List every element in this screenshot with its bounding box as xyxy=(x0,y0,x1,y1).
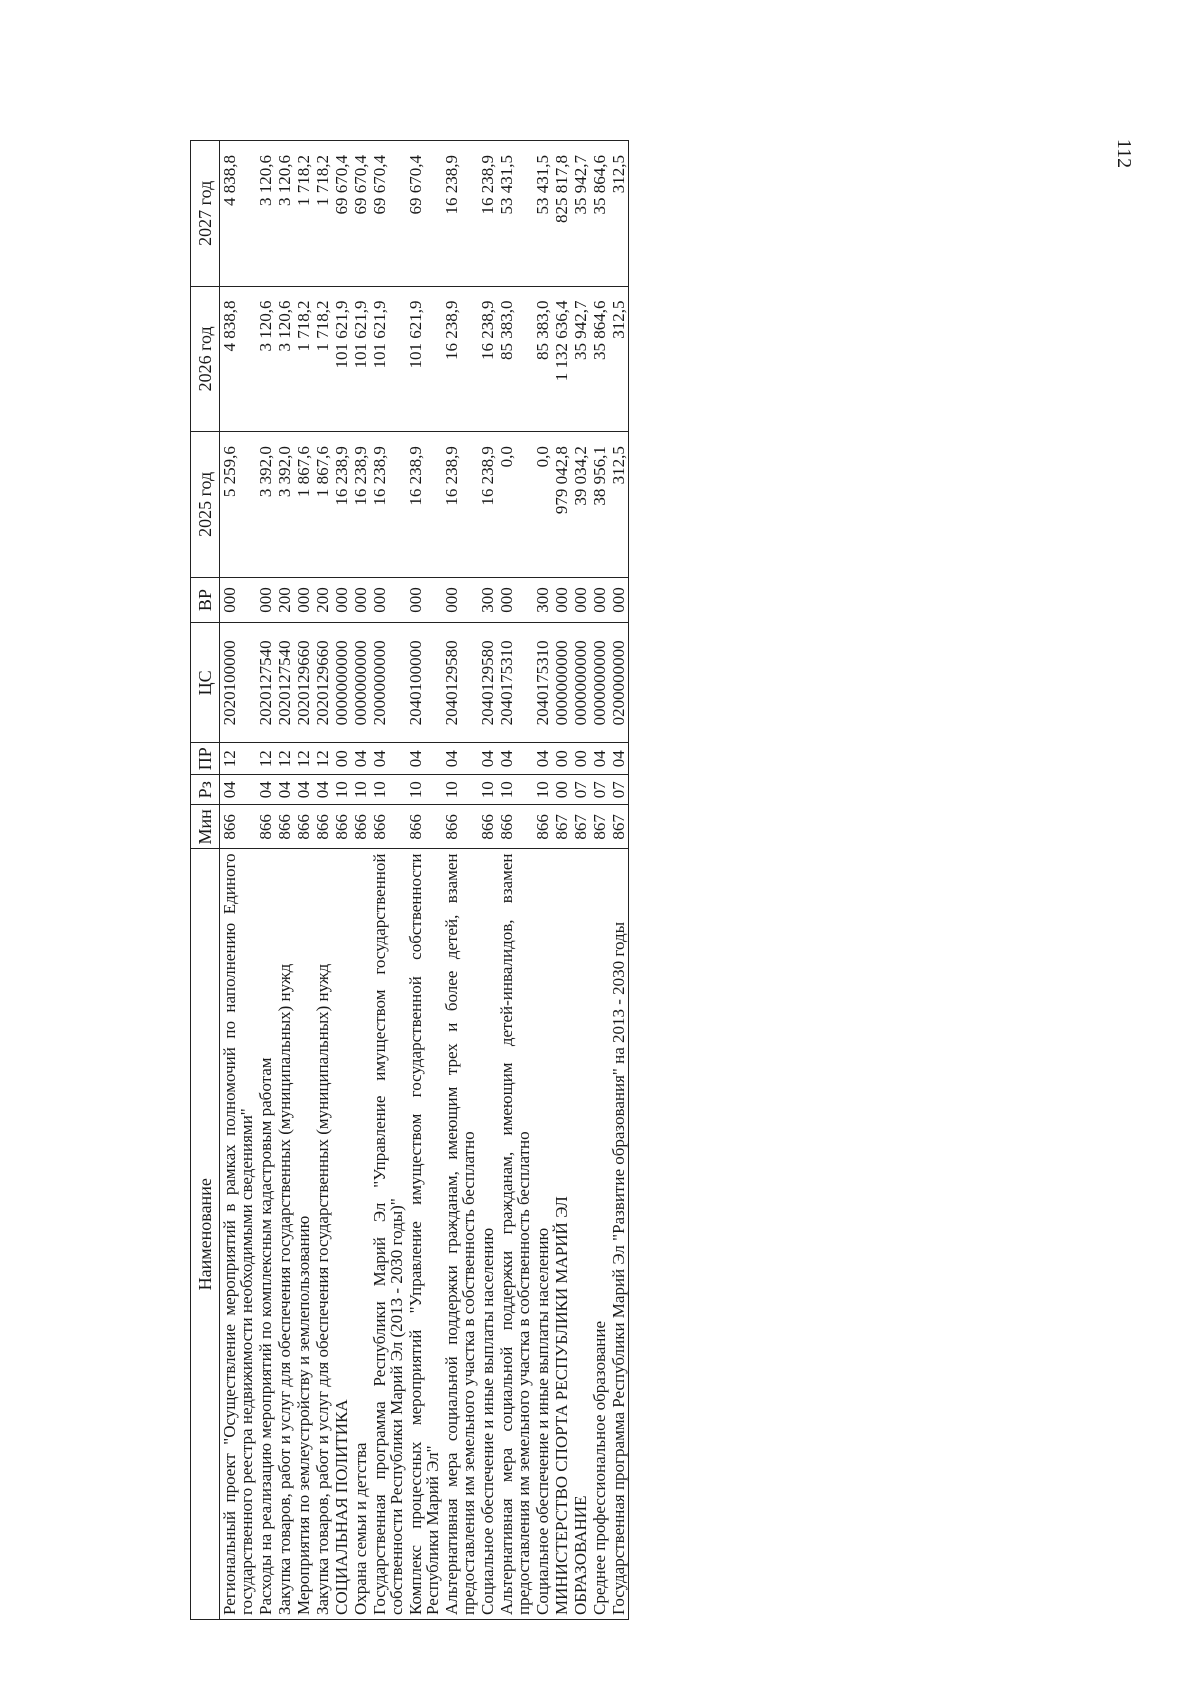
row-2027: 69 670,4 xyxy=(370,141,406,287)
row-2027: 69 670,4 xyxy=(332,141,351,287)
row-rz: 10 xyxy=(478,775,497,805)
row-min: 867 xyxy=(590,805,609,849)
row-cs: 0000000000 xyxy=(332,623,351,743)
row-min: 866 xyxy=(332,805,351,849)
row-pr: 04 xyxy=(370,743,406,775)
row-name: Расходы на реализацию мероприятий по комплексным кадастровым работам xyxy=(256,849,275,1620)
table-row xyxy=(313,141,332,1620)
row-2026: 101 621,9 xyxy=(332,286,351,432)
row-2027: 825 817,8 xyxy=(552,141,571,287)
table-row xyxy=(275,141,294,1620)
row-2026: 16 238,9 xyxy=(442,286,478,432)
row-2026: 35 864,6 xyxy=(590,286,609,432)
row-pr: 04 xyxy=(406,743,442,775)
row-2025: 16 238,9 xyxy=(478,432,497,577)
row-2026: 101 621,9 xyxy=(370,286,406,432)
row-rz: 04 xyxy=(220,775,257,805)
row-pr: 04 xyxy=(351,743,370,775)
row-cs: 2020129660 xyxy=(294,623,313,743)
row-2027: 4 838,8 xyxy=(220,141,257,287)
row-2027: 16 238,9 xyxy=(478,141,497,287)
row-rz: 10 xyxy=(332,775,351,805)
row-rz: 10 xyxy=(406,775,442,805)
row-2026: 101 621,9 xyxy=(406,286,442,432)
row-cs: 0000000000 xyxy=(571,623,590,743)
table-row xyxy=(332,141,351,1620)
row-cs: 2020127540 xyxy=(256,623,275,743)
header-min: Мин xyxy=(191,805,220,849)
row-2027: 3 120,6 xyxy=(256,141,275,287)
row-name: Альтернативная мера социальной поддержки гражданам, имеющим детей-инвалидов, взамен предоставления им земельного участка в собственность бесплатно xyxy=(497,849,533,1620)
row-vr: 000 xyxy=(332,577,351,623)
row-vr: 000 xyxy=(256,577,275,623)
row-vr: 000 xyxy=(351,577,370,623)
row-vr: 000 xyxy=(220,577,257,623)
row-pr: 00 xyxy=(571,743,590,775)
row-vr: 000 xyxy=(406,577,442,623)
table-row xyxy=(552,141,571,1620)
row-min: 866 xyxy=(497,805,533,849)
row-min: 866 xyxy=(220,805,257,849)
row-min: 866 xyxy=(313,805,332,849)
table-row xyxy=(590,141,609,1620)
row-name: Социальное обеспечение и иные выплаты населению xyxy=(533,849,552,1620)
row-min: 867 xyxy=(571,805,590,849)
row-2027: 35 942,7 xyxy=(571,141,590,287)
row-2026: 3 120,6 xyxy=(275,286,294,432)
table-row xyxy=(442,141,478,1620)
row-pr: 12 xyxy=(220,743,257,775)
row-2025: 0,0 xyxy=(533,432,552,577)
table-row xyxy=(220,141,257,1620)
row-rz: 07 xyxy=(571,775,590,805)
row-vr: 000 xyxy=(370,577,406,623)
header-pr: ПР xyxy=(191,743,220,775)
row-2025: 38 956,1 xyxy=(590,432,609,577)
budget-table xyxy=(190,140,629,1620)
row-pr: 04 xyxy=(590,743,609,775)
header-2025: 2025 год xyxy=(191,432,220,577)
row-2026: 3 120,6 xyxy=(256,286,275,432)
row-rz: 04 xyxy=(275,775,294,805)
row-name: Государственная программа Республики Марий Эл "Управление имуществом государственной собственности Республики Марий Эл (2013 - 2030 годы)" xyxy=(370,849,406,1620)
row-min: 866 xyxy=(256,805,275,849)
row-2026: 101 621,9 xyxy=(351,286,370,432)
row-cs: 2040175310 xyxy=(533,623,552,743)
row-rz: 10 xyxy=(533,775,552,805)
row-name: Государственная программа Республики Марий Эл "Развитие образования" на 2013 - 2030 годы xyxy=(609,849,629,1620)
row-min: 867 xyxy=(552,805,571,849)
row-rz: 10 xyxy=(497,775,533,805)
row-rz: 00 xyxy=(552,775,571,805)
row-name: Закупка товаров, работ и услуг для обеспечения государственных (муниципальных) нужд xyxy=(313,849,332,1620)
row-cs: 2000000000 xyxy=(370,623,406,743)
row-2025: 39 034,2 xyxy=(571,432,590,577)
table-row xyxy=(609,141,629,1620)
row-2027: 1 718,2 xyxy=(313,141,332,287)
table-header-row xyxy=(191,141,220,1620)
row-pr: 12 xyxy=(256,743,275,775)
row-min: 867 xyxy=(609,805,629,849)
header-vr: ВР xyxy=(191,577,220,623)
row-2025: 1 867,6 xyxy=(313,432,332,577)
row-cs: 0000000000 xyxy=(351,623,370,743)
row-vr: 000 xyxy=(552,577,571,623)
row-cs: 0200000000 xyxy=(609,623,629,743)
row-pr: 12 xyxy=(275,743,294,775)
row-rz: 04 xyxy=(294,775,313,805)
row-min: 866 xyxy=(442,805,478,849)
row-2025: 979 042,8 xyxy=(552,432,571,577)
row-cs: 2040129580 xyxy=(442,623,478,743)
table-row xyxy=(406,141,442,1620)
table-row xyxy=(497,141,533,1620)
row-2025: 3 392,0 xyxy=(256,432,275,577)
row-2026: 1 718,2 xyxy=(313,286,332,432)
row-rz: 10 xyxy=(442,775,478,805)
row-rz: 10 xyxy=(370,775,406,805)
row-min: 866 xyxy=(294,805,313,849)
row-2026: 16 238,9 xyxy=(478,286,497,432)
row-2027: 69 670,4 xyxy=(406,141,442,287)
header-name: Наименование xyxy=(191,849,220,1620)
row-vr: 000 xyxy=(590,577,609,623)
row-pr: 04 xyxy=(609,743,629,775)
row-2027: 3 120,6 xyxy=(275,141,294,287)
row-2027: 35 864,6 xyxy=(590,141,609,287)
row-name: Закупка товаров, работ и услуг для обеспечения государственных (муниципальных) нужд xyxy=(275,849,294,1620)
row-name: Комплекс процессных мероприятий "Управление имуществом государственной собственности Республики Марий Эл" xyxy=(406,849,442,1620)
row-name: Социальное обеспечение и иные выплаты населению xyxy=(478,849,497,1620)
table-row xyxy=(294,141,313,1620)
table-row xyxy=(478,141,497,1620)
row-2025: 16 238,9 xyxy=(370,432,406,577)
row-vr: 200 xyxy=(275,577,294,623)
row-2027: 69 670,4 xyxy=(351,141,370,287)
row-2025: 16 238,9 xyxy=(442,432,478,577)
row-min: 866 xyxy=(406,805,442,849)
row-2027: 53 431,5 xyxy=(533,141,552,287)
row-vr: 000 xyxy=(571,577,590,623)
row-2025: 1 867,6 xyxy=(294,432,313,577)
row-2025: 5 259,6 xyxy=(220,432,257,577)
row-name: ОБРАЗОВАНИЕ xyxy=(571,849,590,1620)
row-min: 866 xyxy=(533,805,552,849)
row-cs: 2040100000 xyxy=(406,623,442,743)
budget-table-sheet xyxy=(190,140,1010,1620)
table-row xyxy=(533,141,552,1620)
row-name: Мероприятия по землеустройству и землепользованию xyxy=(294,849,313,1620)
row-2026: 85 383,0 xyxy=(497,286,533,432)
table-row xyxy=(351,141,370,1620)
row-vr: 000 xyxy=(294,577,313,623)
row-pr: 04 xyxy=(478,743,497,775)
row-2025: 0,0 xyxy=(497,432,533,577)
row-2027: 1 718,2 xyxy=(294,141,313,287)
row-pr: 04 xyxy=(442,743,478,775)
row-cs: 2020100000 xyxy=(220,623,257,743)
row-rz: 07 xyxy=(609,775,629,805)
row-name: МИНИСТЕРСТВО СПОРТА РЕСПУБЛИКИ МАРИЙ ЭЛ xyxy=(552,849,571,1620)
row-2026: 85 383,0 xyxy=(533,286,552,432)
row-2025: 16 238,9 xyxy=(406,432,442,577)
row-name: Альтернативная мера социальной поддержки гражданам, имеющим трех и более детей, взамен предоставления им земельного участка в собственность бесплатно xyxy=(442,849,478,1620)
table-row xyxy=(571,141,590,1620)
row-2026: 312,5 xyxy=(609,286,629,432)
row-cs: 2040175310 xyxy=(497,623,533,743)
row-rz: 04 xyxy=(256,775,275,805)
row-name: Среднее профессиональное образование xyxy=(590,849,609,1620)
row-min: 866 xyxy=(351,805,370,849)
row-cs: 2020129660 xyxy=(313,623,332,743)
row-2025: 16 238,9 xyxy=(332,432,351,577)
header-rz: Рз xyxy=(191,775,220,805)
row-rz: 07 xyxy=(590,775,609,805)
row-vr: 200 xyxy=(313,577,332,623)
row-2026: 35 942,7 xyxy=(571,286,590,432)
row-min: 866 xyxy=(478,805,497,849)
row-cs: 2040129580 xyxy=(478,623,497,743)
row-vr: 000 xyxy=(609,577,629,623)
row-2026: 1 718,2 xyxy=(294,286,313,432)
row-2025: 3 392,0 xyxy=(275,432,294,577)
row-cs: 0000000000 xyxy=(552,623,571,743)
row-min: 866 xyxy=(275,805,294,849)
table-row xyxy=(256,141,275,1620)
row-2025: 16 238,9 xyxy=(351,432,370,577)
row-pr: 04 xyxy=(533,743,552,775)
table-row xyxy=(370,141,406,1620)
row-rz: 10 xyxy=(351,775,370,805)
row-pr: 00 xyxy=(552,743,571,775)
row-vr: 300 xyxy=(478,577,497,623)
row-pr: 12 xyxy=(294,743,313,775)
header-cs: ЦС xyxy=(191,623,220,743)
header-2027: 2027 год xyxy=(191,141,220,287)
row-2025: 312,5 xyxy=(609,432,629,577)
row-name: Охрана семьи и детства xyxy=(351,849,370,1620)
row-cs: 0000000000 xyxy=(590,623,609,743)
row-2027: 53 431,5 xyxy=(497,141,533,287)
row-2027: 312,5 xyxy=(609,141,629,287)
row-pr: 12 xyxy=(313,743,332,775)
row-cs: 2020127540 xyxy=(275,623,294,743)
row-rz: 04 xyxy=(313,775,332,805)
header-2026: 2026 год xyxy=(191,286,220,432)
row-vr: 000 xyxy=(497,577,533,623)
row-min: 866 xyxy=(370,805,406,849)
row-pr: 00 xyxy=(332,743,351,775)
row-vr: 300 xyxy=(533,577,552,623)
row-2026: 1 132 636,4 xyxy=(552,286,571,432)
row-2027: 16 238,9 xyxy=(442,141,478,287)
row-2026: 4 838,8 xyxy=(220,286,257,432)
row-pr: 04 xyxy=(497,743,533,775)
row-name: СОЦИАЛЬНАЯ ПОЛИТИКА xyxy=(332,849,351,1620)
row-vr: 000 xyxy=(442,577,478,623)
page-number: 112 xyxy=(1112,138,1135,169)
row-name: Региональный проект "Осуществление мероприятий в рамках полномочий по наполнению Единого государственного реестра недвижимости необходимыми сведениями" xyxy=(220,849,257,1620)
